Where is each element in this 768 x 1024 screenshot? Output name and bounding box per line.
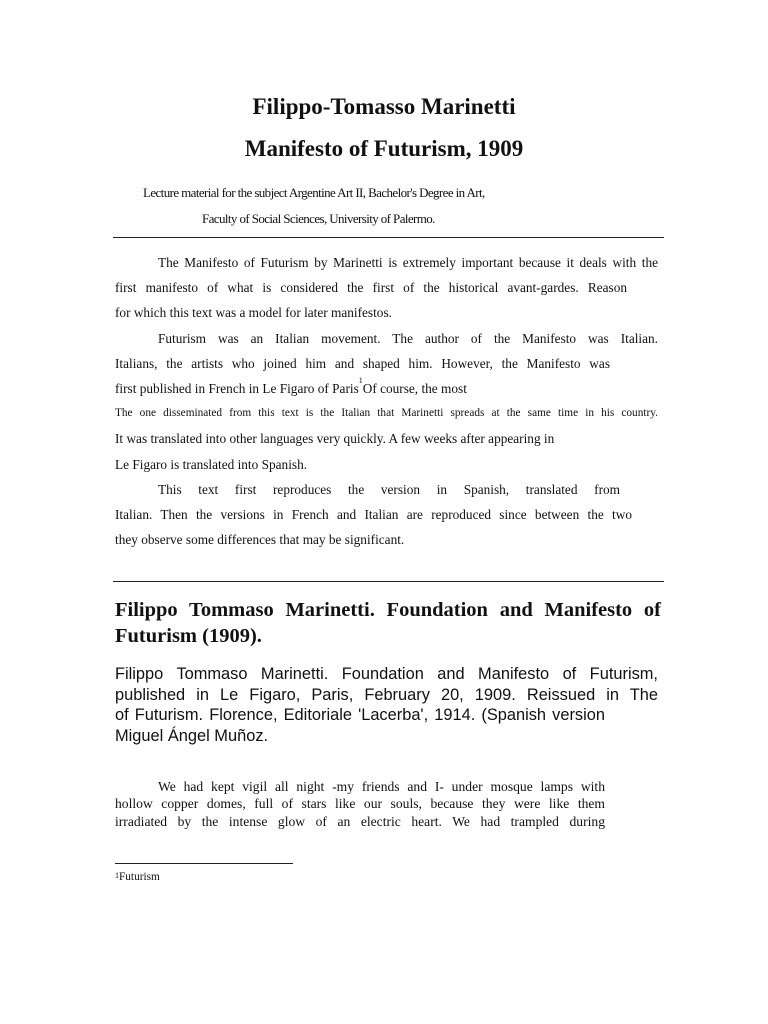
intro-text (115, 250, 658, 552)
intro-line-with-footnote (115, 376, 658, 401)
section-divider (113, 581, 664, 582)
intro-line-text: first published in French in Le Figaro of Paris (115, 380, 359, 396)
intro-line: Italian. Then the versions in French and Italian are reproduced since between the two (115, 506, 632, 522)
intro-line: Le Figaro is translated into Spanish. (115, 456, 308, 472)
intro-line: This text first reproduces the version in Spanish, translated from (158, 481, 620, 497)
body-line: hollow copper domes, full of stars like our souls, because they were like them (115, 796, 605, 812)
intro-line: Futurism was an Italian movement. The author of the Manifesto was Italian. (158, 330, 658, 346)
citation-line: Filippo Tommaso Marinetti. Foundation and Manifesto of Futurism, (115, 665, 658, 683)
intro-line: It was translated into other languages very quickly. A few weeks after appearing in (115, 431, 555, 447)
intro-line: first manifesto of what is considered the first of the historical avant-gardes. Reason (115, 280, 627, 296)
citation-line: published in Le Figaro, Paris, February 20, 1909. Reissued in The (115, 685, 658, 704)
source-citation (115, 664, 658, 746)
intro-line: The Manifesto of Futurism by Marinetti is extremely important because it deals with the (158, 255, 658, 270)
intro-line: for which this text was a model for later manifestos. (115, 305, 392, 321)
citation-line: of Futurism. Florence, Editoriale 'Lacerba', 1914. (Spanish version (115, 706, 605, 724)
citation-line: Miguel Ángel Muñoz. (115, 726, 269, 745)
document-title: Manifesto of Futurism, 1909 (244, 136, 524, 161)
intro-line: Italians, the artists who joined him and shaped him. However, the Manifesto was (115, 355, 610, 371)
intro-line: The one disseminated from this text is the Italian that Marinetti spreads at the same time in his country. (115, 407, 658, 420)
footnote-reference: 1 (358, 375, 363, 385)
manifesto-text (115, 778, 605, 830)
section-heading: Filippo Tommaso Marinetti. Foundation and Manifesto of Futurism (1909). (115, 599, 661, 647)
footnote (115, 871, 160, 883)
body-line: irradiated by the intense glow of an electric heart. We had trampled during (115, 813, 605, 829)
footnote-divider (115, 863, 293, 864)
author-title: Filippo-Tomasso Marinetti (252, 94, 516, 119)
lecture-note-line-1: Lecture material for the subject Argentine Art II, Bachelor's Degree in Art, (143, 185, 485, 200)
lecture-note-line-2: Faculty of Social Sciences, University of Palermo. (202, 211, 435, 226)
intro-line: they observe some differences that may be significant. (115, 532, 405, 548)
footnote-text: Futurism (119, 871, 160, 883)
body-line: We had kept vigil all night -my friends and I- under mosque lamps with (158, 779, 605, 794)
top-divider (113, 237, 664, 238)
footnote-number: 1 (115, 871, 119, 880)
intro-line-tail: Of course, the most (362, 380, 467, 396)
